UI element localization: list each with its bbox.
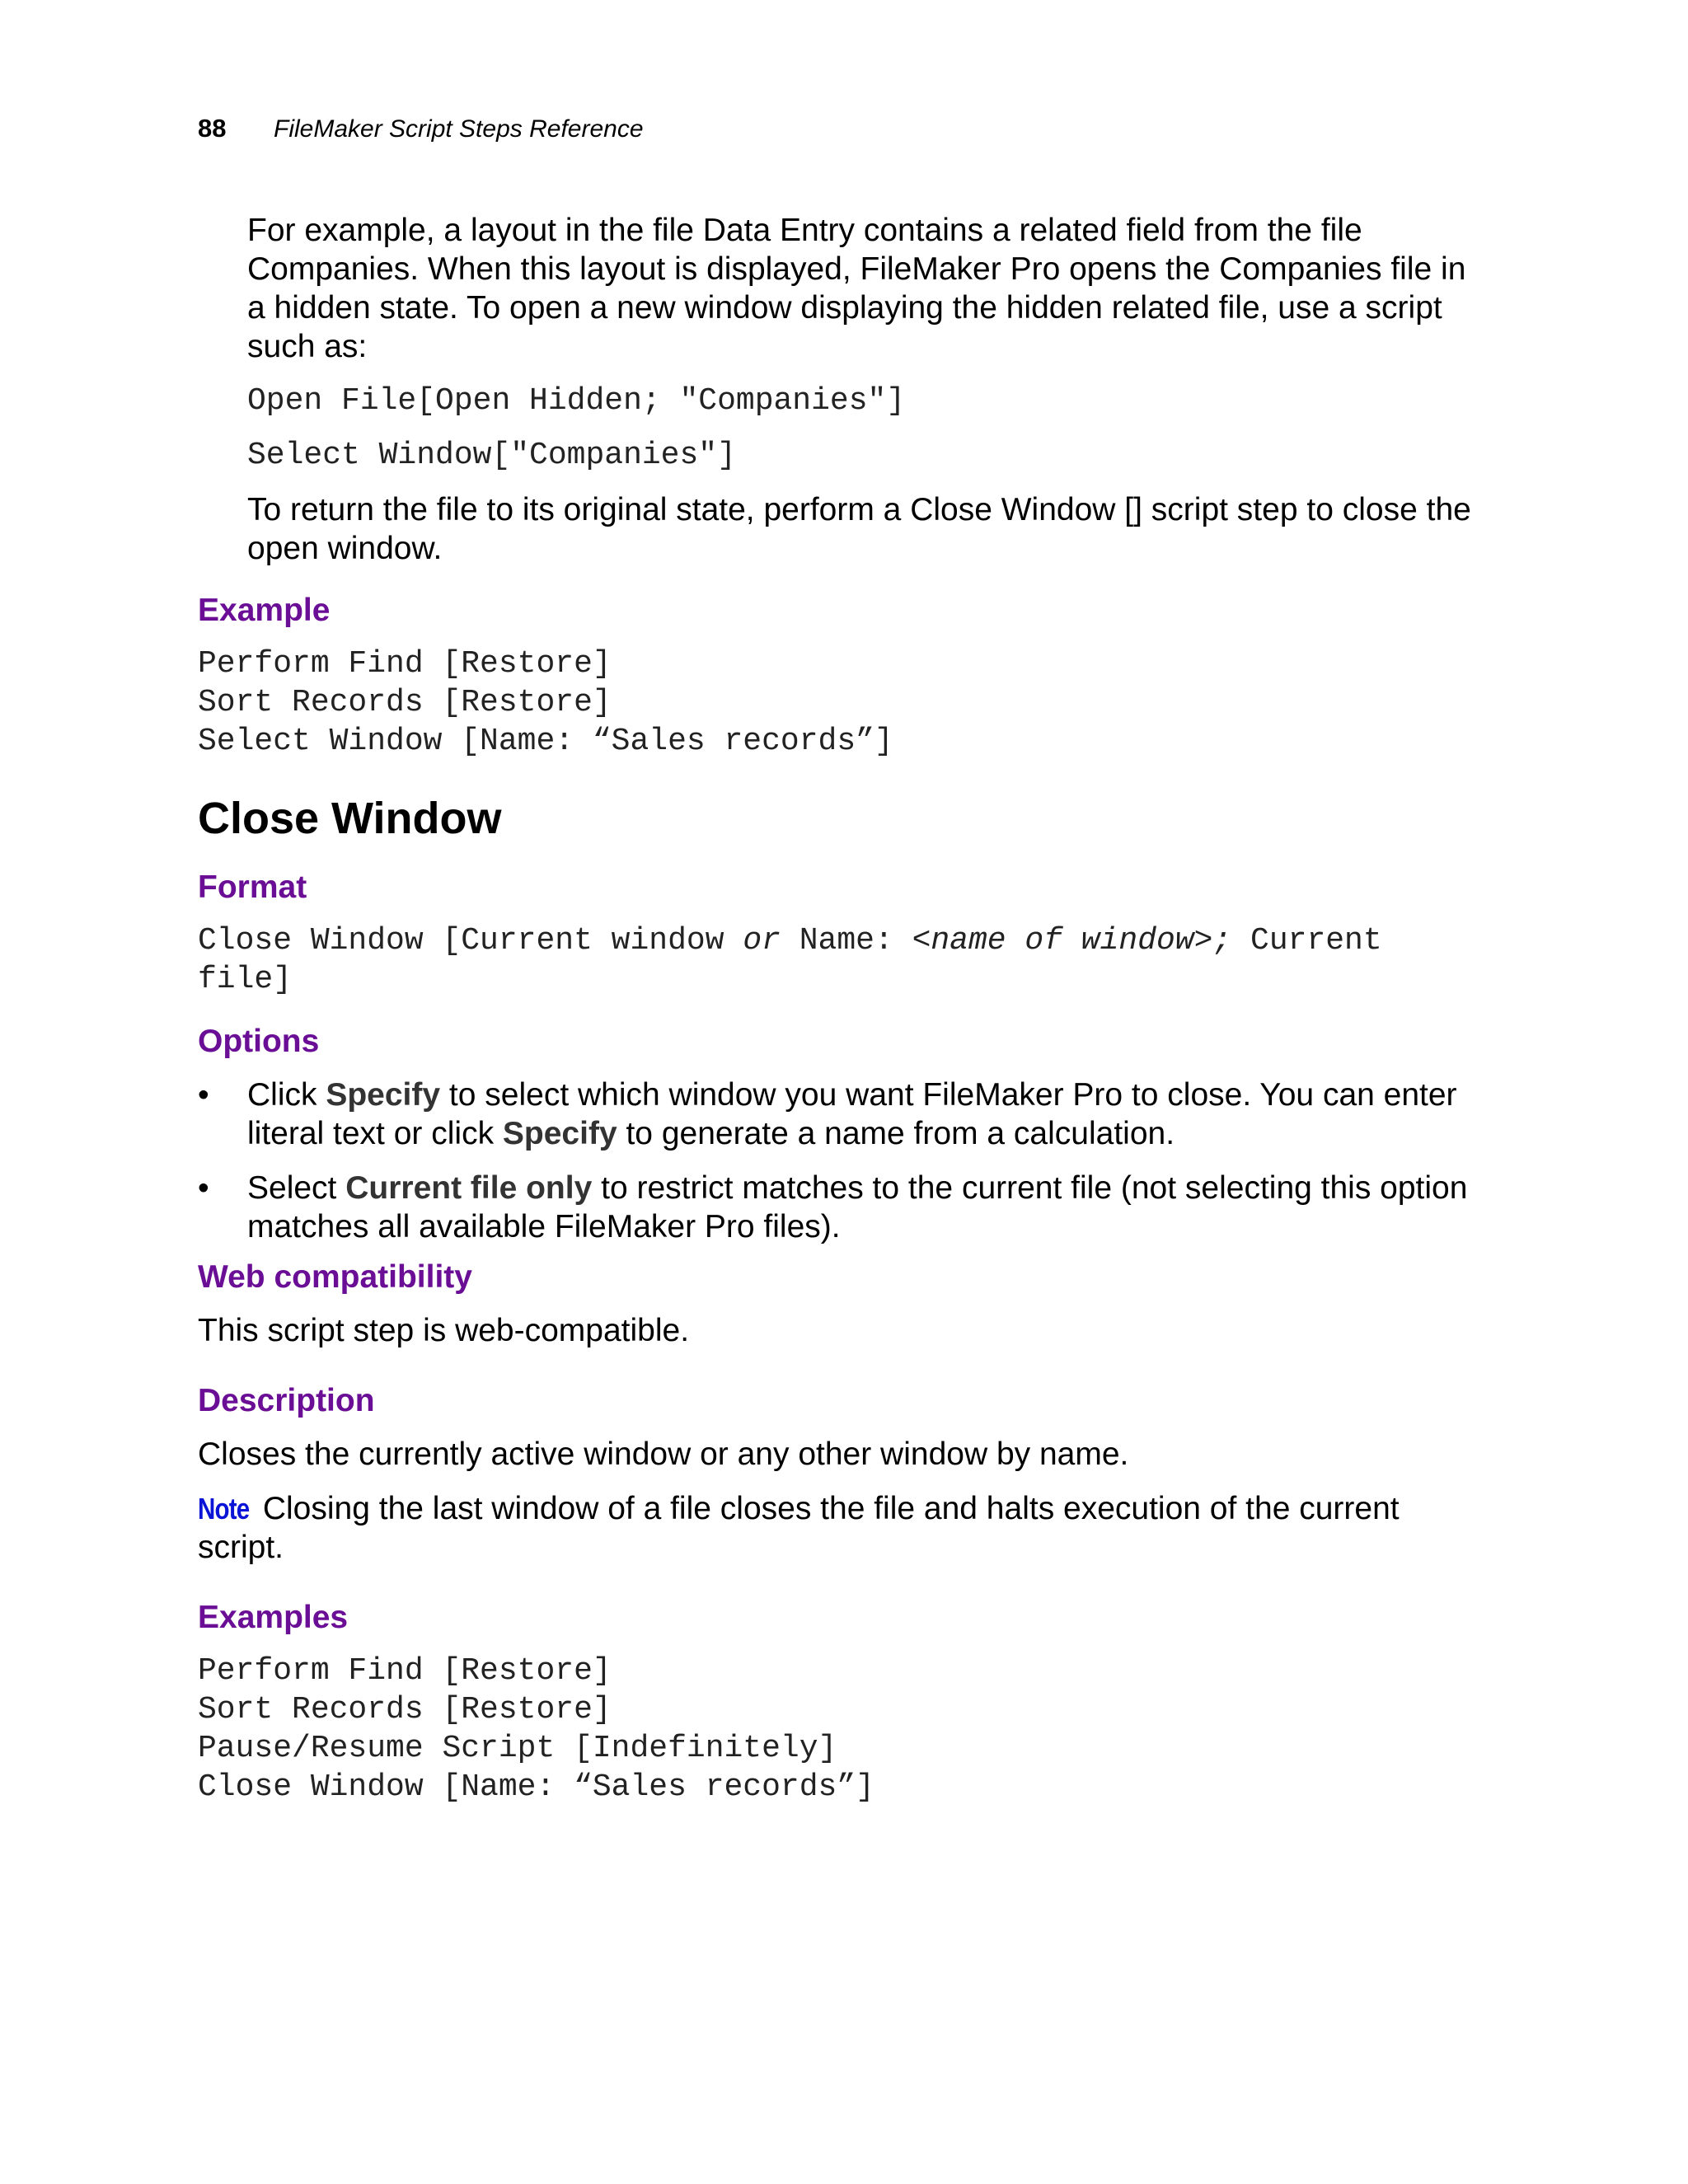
web-compatibility-text: This script step is web-compatible. xyxy=(198,1313,690,1348)
format-part-italic: <name of window>; xyxy=(912,923,1232,958)
examples-heading: Examples xyxy=(198,1600,349,1635)
description-text: Closes the currently active window or any other window by name. xyxy=(198,1436,1129,1472)
bullet-mark: • xyxy=(198,1077,209,1113)
return-paragraph: To return the file to its original state, perform a Close Window [] script step to close the open window. xyxy=(247,492,1471,566)
example-code-line: Sort Records [Restore] xyxy=(198,685,612,720)
option-bullet-specify xyxy=(198,1076,1484,1153)
web-compatibility-heading: Web compatibility xyxy=(198,1259,472,1295)
note-label: Note xyxy=(198,1492,250,1526)
option-text-part: to generate a name from a calculation. xyxy=(617,1116,1175,1151)
format-part: Name: xyxy=(780,923,912,958)
intro-code-line-2: Select Window["Companies"] xyxy=(247,438,736,473)
format-part-italic: or xyxy=(743,923,781,958)
format-part: Close Window [Current window xyxy=(198,923,743,958)
examples-code-line: Close Window [Name: “Sales records”] xyxy=(198,1769,874,1805)
option-text-part: to select which window you want FileMaker Pro to close. You can enter literal text or click xyxy=(247,1077,1457,1151)
page-content xyxy=(198,211,1484,1822)
intro-code-line-1: Open File[Open Hidden; "Companies"] xyxy=(247,383,906,419)
topic-title: Close Window xyxy=(198,794,502,843)
examples-code-line: Sort Records [Restore] xyxy=(198,1692,612,1727)
example-code-line: Perform Find [Restore] xyxy=(198,646,612,682)
format-heading: Format xyxy=(198,869,307,905)
bullet-mark: • xyxy=(198,1170,209,1206)
examples-code-line: Pause/Resume Script [Indefinitely] xyxy=(198,1731,837,1766)
option-bold: Specify xyxy=(502,1116,617,1151)
option-text xyxy=(247,1169,1484,1246)
running-header xyxy=(198,114,644,150)
option-bullet-current-file xyxy=(198,1169,1484,1246)
note-paragraph xyxy=(198,1489,1484,1567)
option-text-part: Select xyxy=(247,1170,346,1206)
options-heading: Options xyxy=(198,1024,320,1059)
option-text-part: Click xyxy=(247,1077,326,1113)
example-code-line: Select Window [Name: “Sales records”] xyxy=(198,724,893,759)
intro-paragraph: For example, a layout in the file Data Entry contains a related field from the file Companies. When this layout is displayed, FileMaker Pro opens the Companies file in a hidden state. To open a new window displaying the hidden related file, use a script such as: xyxy=(247,213,1466,364)
option-text xyxy=(247,1076,1484,1153)
description-heading: Description xyxy=(198,1383,375,1418)
page-number: 88 xyxy=(198,114,227,143)
format-part: Current file] xyxy=(198,923,1401,997)
note-text: Closing the last window of a file closes the file and halts execution of the current script. xyxy=(198,1491,1400,1565)
book-title: FileMaker Script Steps Reference xyxy=(274,115,644,143)
intro-block xyxy=(247,211,1484,568)
examples-code-line: Perform Find [Restore] xyxy=(198,1653,612,1689)
example-code-block xyxy=(198,644,1484,761)
option-bold: Current file only xyxy=(345,1170,593,1206)
format-code xyxy=(198,921,1484,999)
example-heading: Example xyxy=(198,593,331,628)
examples-code-block xyxy=(198,1652,1484,1807)
option-bold: Specify xyxy=(326,1077,441,1113)
option-text-part: to restrict matches to the current file (not selecting this option matches all available FileMaker Pro files). xyxy=(247,1170,1468,1244)
